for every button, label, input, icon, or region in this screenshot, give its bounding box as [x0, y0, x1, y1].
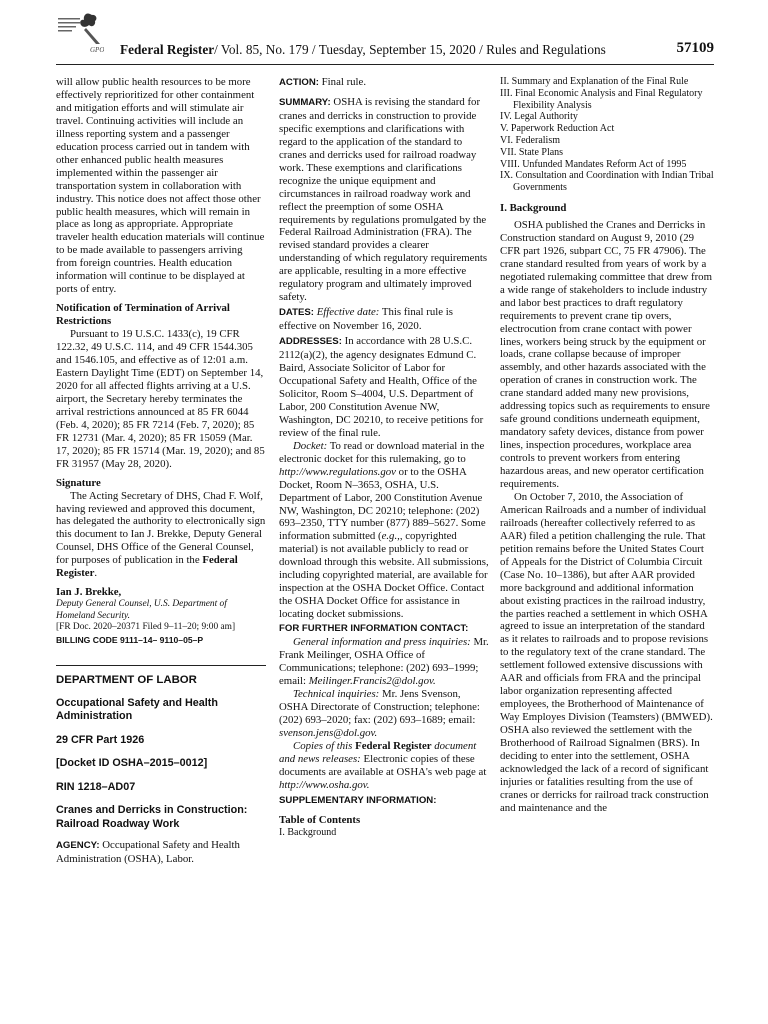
regulations-gov-link[interactable]: http://www.regulations.gov [279, 465, 396, 478]
signer-name: Ian J. Brekke, [56, 586, 122, 599]
technical-inquiries: Technical inquiries: Mr. Jens Svenson, OSHA Directorate of Construction; telephone: (202) 693–2020; fax: (202) 693–1689; email: svenson.jens@dol.gov. [279, 687, 480, 739]
rin-number: RIN 1218–AD07 [56, 780, 136, 793]
gpo-authentication-seal-icon [56, 10, 104, 56]
section-heading-termination: Notification of Termination of Arrival Restrictions [56, 302, 230, 328]
rule-title: Cranes and Derricks in Construction: Railroad Roadway Work [56, 804, 248, 830]
signature-paragraph: The Acting Secretary of DHS, Chad F. Wolf, having reviewed and approved this document, has delegated the authority to electronically sign this document to Ian J. Brekke, Deputy General Counsel, DHS Office of the General Counsel, for purposes of publication in the Federal Register. [56, 489, 266, 580]
continuation-paragraph: will allow public health resources to be more effectively reprioritized for other containment and mitigation efforts and will stimulate air travel. Continuing activities will include an illness reporting system and a passenger education process carried out in tandem with other enhanced public health measures implemented within the passenger air transportation system in collaboration with industry. This notice does not affect those other public health measures, which will remain in place as long as appropriate. Appropriate traveler health education materials will continue to be made available to passengers arriving from foreign countries. Health education information will continue to be displayed at ports of entry. [56, 76, 265, 296]
fr-doc-line: [FR Doc. 2020–20371 Filed 9–11–20; 9:00 am] [56, 622, 236, 633]
toc-item: II. Summary and Explanation of the Final Rule [500, 76, 689, 87]
supplementary-info-label: SUPPLEMENTARY INFORMATION: [279, 795, 437, 807]
toc-item: V. Paperwork Reduction Act [500, 123, 615, 135]
summary-paragraph: SUMMARY: OSHA is revising the standard for cranes and derricks in construction to provide specific exemptions and clarifications with regard to the application of the standard to cranes and derricks used for railroad roadway work. These exemptions and clarifications recognize the unique equipment and circumstances in railroad roadway work and reflect the preemption of some OSHA requirements by regulations promulgated by the Federal Railroad Administration (FRA). The revised standard provides a clearer understanding of which regulatory requirements are applicable, resulting in a more effective regulatory program and ultimately improved safety. [279, 95, 488, 304]
svg-text:GPO: GPO [90, 46, 104, 54]
department-name: DEPARTMENT OF LABOR [56, 673, 197, 686]
column-left [56, 76, 266, 866]
billing-code: BILLING CODE 9111–14– 9110–05–P [56, 634, 204, 645]
toc-item: IX. Consultation and Coordination with Indian Tribal Governments [500, 170, 714, 194]
docket-paragraph: Docket: To read or download material in the electronic docket for this rulemaking, go to http://www.regulations.gov or to the OSHA Docket, Room N–3653, OSHA, U.S. Department of Labor, 200 Constitution Avenue NW, Washington, DC 20210; telephone: (202) 693–2350, TTY number (877) 889–5627. Some information submitted (e.g.,, copyrighted material) is not available publicly to read or download through this website. All submissions, including copyrighted material, are available for inspection at the OSHA Docket Office. Contact the OSHA Docket Office for assistance in locating docket submissions. [279, 439, 489, 621]
toc-item: VII. State Plans [500, 146, 564, 158]
general-inquiries: General information and press inquiries: Mr. Frank Meilinger, OSHA Office of Communications; telephone: (202) 693–1999; email: Meilinger.Francis2@dol.gov. [279, 636, 489, 687]
agency-line: AGENCY: Occupational Safety and Health Administration (OSHA), Labor. [56, 839, 240, 866]
header-publication: Federal Register [120, 42, 215, 57]
toc-heading: Table of Contents [279, 814, 361, 827]
toc-item: IV. Legal Authority [500, 111, 578, 123]
dates-paragraph: DATES: Effective date: This final rule is effective on November 16, 2020. [279, 306, 453, 333]
header-details: / Vol. 85, No. 179 / Tuesday, September 15, 2020 / Rules and Regulations [214, 42, 606, 57]
signer-title: Deputy General Counsel, U.S. Department of Homeland Security. [56, 599, 227, 621]
addresses-paragraph: ADDRESSES: In accordance with 28 U.S.C. 2112(a)(2), the agency designates Edmund C. Baird, Associate Solicitor of Labor for Occupational Safety and Health, Office of the Solicitor, Room S–4004, U.S. Department of Labor, 200 Constitution Avenue NW, Washington, DC 20210, to receive petitions for review of the final rule. [279, 335, 484, 439]
column-right [500, 76, 714, 815]
toc-item: VIII. Unfunded Mandates Reform Act of 1995 [500, 158, 687, 170]
background-paragraph-2: On October 7, 2010, the Association of American Railroads and a number of individual railroads (hereafter collectively referred to as AAR) filed a petition challenging the rule. That petition remains before the United States Court of Appeals for the District of Columbia Circuit (Case No. 10–1386), but after AAR provided more background and additional information about existing practices in the railroad industry, the parties reached a settlement in which OSHA agreed to issue an interpretation of the standard as it relates to railroads and to propose revisions to the regulatory text of the crane standard. The settlement followed extensive discussions with AAR and officials from FRA and the principal labor organization representing affected employees, the Brotherhood of Maintenance of Way Employes Division (Teamsters) (BMWED). OSHA also reviewed the settlement with the Brotherhood of Railroad Signalmen (BRS). In deciding to enter into the settlement, OSHA acknowledged the lack of a record of significant injuries or fatalities resulting from the use of cranes or derricks for railroad track construction and maintenance and the [500, 490, 713, 814]
column-middle [279, 76, 491, 839]
further-info-label: FOR FURTHER INFORMATION CONTACT: [279, 623, 469, 635]
background-paragraph-1: OSHA published the Cranes and Derricks in Construction standard on August 9, 2010 (29 CFR part 1926, subpart CC, 75 FR 47906). The crane standard resulted from years of work by a negotiated rulemaking committee that drew from a wide range of stakeholders to include industry and labor best practices to draft regulatory requirements to prevent crane tip overs, electrocution from crane contact with power lines, workers being struck by the equipment or loads, crane collapse because of improper assembly, and other hazards associated with the operation of cranes in construction work. The crane standard added many new provisions, addressing topics such as requirements to ensure safe ground conditions underneath equipment, mandatory safety devices, distance from power lines, inspection procedures, workplace area controls to prevent workers from entering hazardous areas, and new operator certification requirements. [500, 218, 712, 490]
toc-item: I. Background [279, 827, 337, 839]
section-heading-background: I. Background [500, 201, 567, 214]
page-number: 57109 [676, 40, 714, 56]
agency-name: Occupational Safety and Health Administration [56, 696, 218, 723]
section-heading-signature: Signature [56, 476, 101, 489]
copies-paragraph: Copies of this Federal Register document and news releases: Electronic copies of these documents are available at OSHA's web page at http://www.osha.gov. [279, 739, 487, 791]
table-of-contents [500, 76, 714, 194]
toc-item: VI. Federalism [500, 134, 560, 146]
docket-id: [Docket ID OSHA–2015–0012] [56, 757, 208, 770]
osha-gov-link[interactable]: http://www.osha.gov. [279, 778, 370, 791]
technical-email-link[interactable]: svenson.jens@dol.gov. [279, 726, 378, 739]
header-citation [120, 42, 606, 58]
new-document-block [56, 665, 266, 866]
termination-paragraph: Pursuant to 19 U.S.C. 1433(c), 19 CFR 122.32, 49 U.S.C. 114, and 49 CFR 1544.305 and 1546.105, and effective as of 12:01 a.m. Eastern Daylight Time (EDT) on September 14, 2020 for all affected flights arriving at a U.S. airport, the Secretary hereby terminates the arrival restrictions announced at 85 FR 6044 (Feb. 4, 2020); 85 FR 7214 (Feb. 7, 2020); 85 FR 12731 (Mar. 4, 2020); 85 FR 15059 (Mar. 17, 2020); 85 FR 15714 (Mar. 19, 2020); and 85 FR 31957 (May 28, 2020). [56, 328, 265, 470]
cfr-part: 29 CFR Part 1926 [56, 733, 145, 746]
toc-item: III. Final Economic Analysis and Final Regulatory Flexibility Analysis [500, 87, 703, 111]
action-line: ACTION: Final rule. [279, 76, 367, 88]
running-header [56, 38, 714, 65]
general-email-link[interactable]: Meilinger.Francis2@dol.gov. [308, 674, 436, 687]
